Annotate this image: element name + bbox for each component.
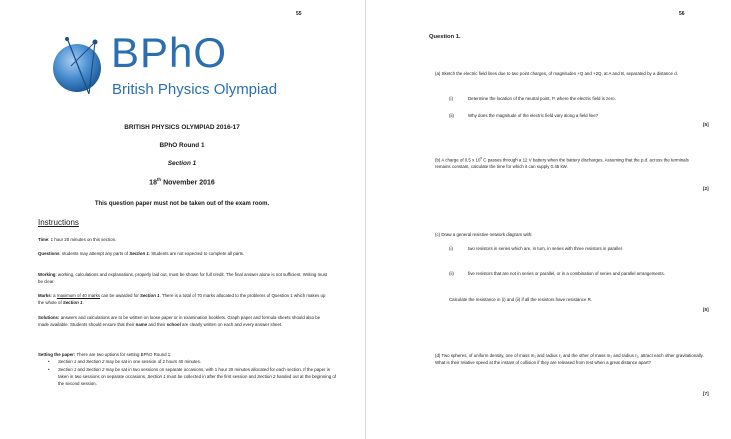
paper-title: BRITISH PHYSICS OLYMPIAD 2016-17 [124,124,240,131]
question-part-b: (b) A charge of 0.5 x $10^6$ C passes through a 12 V battery when the battery discharges. Assuming that the p.d. across the terminals remains constant, calculate the time for which it can supply 0.45 kW. [435,156,689,170]
page-divider [365,0,366,439]
setting-option-two: • Section 1 and Section 2 may be sat in two sessions on separate occasions, with 1 hour 20 minutes allocated for each section. If the paper is taken in two sessions on separate occasions, Section 1 must be collected in after the first session and Section 2 handed out at the beginning of the second session. [48,366,338,387]
setting-option-one: • Section 1 and Section 2 may be sat in one session of 2 hours 40 minutes. [48,358,338,365]
marks-part-d: [7] [703,391,709,396]
question-part-c-calc: Calculate the resistance in (i) and (ii) if all the resistors have resistance R. [449,297,592,302]
question-part-d: (d) Two spheres, of uniform density, one of mass m₁ and radius r₁ and the other of mass m₂ and radius r₂, attract each other gravitationally. What is their relative speed at the instant of collision if they are released from rest when a great distance apart? [435,353,704,365]
right-page: 56 Question 1. (a) Sketch the electric field lines due to two point charges, of magnitudes +Q and +2Q, at A and B, separated by a distance d. (i) Determine the location of the neutral point, P, where the electric field is zero. (ii) Why does the magnitude of the electric field vary along a field line? [5] (b) A charge of 0.5 x $10^6$ C passes through a 12 V battery when the battery discharges. Assuming that the p.d. across the terminals remains constant, calculate the time for which it can supply 0.45 kW. [2] (c) Draw a general resistive network diagram with: (i) two resistors in series which are, in turn, in series with three resistors in parallel. (ii) five resistors that are not in series or parallel, or in a combination of series and parallel arrangements. Calculate the resistance in (i) and (ii) if all the resistors have resistance R. [5] (d) Two spheres, of uniform density, one of mass m₁ and radius r₁ and the other of mass m₂ and radius r₂, attract each other gravitationally. What is their relative speed at the instant of collision if they are released from rest when a great distance apart? [7] [367,0,731,439]
marks-part-a: [5] [703,122,709,127]
question-title: Question 1. [429,34,461,40]
question-part-a: (a) Sketch the electric field lines due to two point charges, of magnitudes +Q and +2Q, at A and B, separated by a distance d. [435,71,678,76]
solutions-instruction: Solutions: answers and calculations are to be written on loose paper or in examination booklets. Graph paper and formula sheets should also be made available. Students should ensure that their name and their school are clearly written on each and every answer sheet. [38,315,321,327]
logo-title: BPhO [111,29,228,76]
marks-instruction: Marks: a maximum of 40 marks can be awarded for Section 1. There is a total of 70 marks allocated to the problems of Question 1 which makes up the whole of Section 1. [38,293,326,305]
warning-text: This question paper must not be taken out of the exam room. [94,201,270,207]
working-instruction: Working: working, calculations and explanations, properly laid out, must be shown for full credit. The final answer alone is not sufficient. Writing must be clear. [38,272,328,284]
questions-instruction: Questions: students may attempt any parts of Section 1. Students are not expected to complete all parts. [38,251,245,256]
question-part-c: (c) Draw a general resistive network diagram with: [435,232,533,237]
left-page [0,0,364,439]
page-number: 56 [679,11,685,17]
time-instruction: Time: 1 hour 20 minutes on this section. [38,237,117,242]
instructions-heading: Instructions [38,218,79,227]
globe-icon [49,36,111,98]
logo-subtitle: British Physics Olympiad [112,81,278,98]
section-title: Section 1 [167,160,197,167]
exam-date: 18th November 2016 [149,177,215,187]
setting-instruction: Setting the paper: There are two options for setting BPhO Round 1: [38,352,172,357]
bpho-logo [49,29,309,98]
round-title: BPhO Round 1 [159,142,205,149]
marks-part-c: [5] [703,307,709,312]
marks-part-b: [2] [703,186,709,191]
page-number: 55 [296,11,302,17]
